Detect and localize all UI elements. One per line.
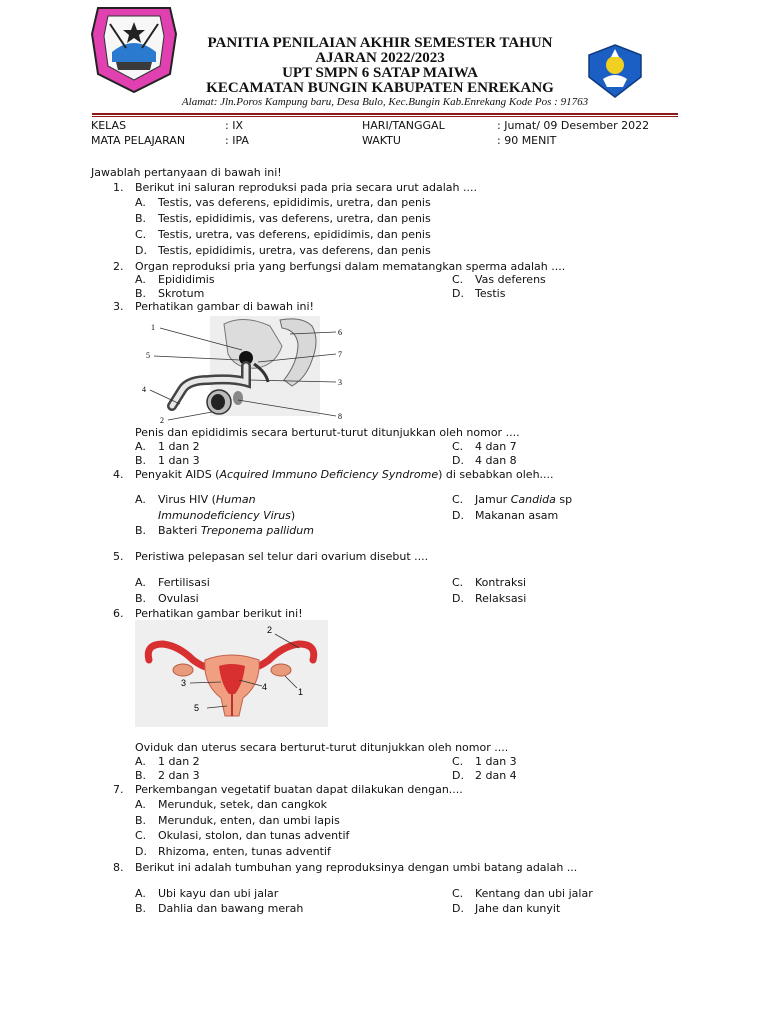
q2-b-letter: B. bbox=[135, 287, 147, 300]
fig1-label-2: 2 bbox=[160, 416, 164, 424]
q1-d-letter: D. bbox=[135, 244, 147, 257]
q6-option-c: 1 dan 3 bbox=[475, 755, 517, 768]
q5-number: 5. bbox=[113, 550, 124, 563]
header-line-2: AJARAN 2022/2023 bbox=[315, 50, 445, 66]
q4-a-letter: A. bbox=[135, 493, 146, 506]
header-line-1: PANITIA PENILAIAN AKHIR SEMESTER TAHUN bbox=[207, 35, 553, 51]
q4-number: 4. bbox=[113, 468, 124, 481]
fig1-label-4: 4 bbox=[142, 385, 146, 394]
q7-option-a: Merunduk, setek, dan cangkok bbox=[158, 798, 327, 811]
fig1-label-3: 3 bbox=[338, 378, 342, 387]
q8-option-a: Ubi kayu dan ubi jalar bbox=[158, 887, 279, 900]
q8-option-d: Jahe dan kunyit bbox=[475, 902, 561, 915]
q7-option-b: Merunduk, enten, dan umbi lapis bbox=[158, 814, 340, 827]
q8-b-letter: B. bbox=[135, 902, 147, 915]
q4-option-c: Jamur Candida sp bbox=[475, 493, 573, 506]
q6-d-letter: D. bbox=[452, 769, 464, 782]
q7-d-letter: D. bbox=[135, 845, 147, 858]
header-rule bbox=[92, 113, 678, 115]
q5-d-letter: D. bbox=[452, 592, 464, 605]
fig2-label-4: 4 bbox=[262, 682, 268, 692]
q2-a-letter: A. bbox=[135, 273, 146, 286]
q8-option-c: Kentang dan ubi jalar bbox=[475, 887, 593, 900]
q6-b-letter: B. bbox=[135, 769, 147, 782]
q7-a-letter: A. bbox=[135, 798, 146, 811]
fig2-label-2: 2 bbox=[267, 625, 273, 635]
fig1-label-7: 7 bbox=[338, 350, 342, 359]
q1-c-letter: C. bbox=[135, 228, 147, 241]
q1-option-d: Testis, epididimis, uretra, vas deferens, dan penis bbox=[158, 244, 431, 257]
q6-stem: Oviduk dan uterus secara berturut-turut ditunjukkan oleh nomor .... bbox=[135, 741, 509, 754]
hari-value: : Jumat/ 09 Desember 2022 bbox=[497, 119, 650, 132]
q5-option-c: Kontraksi bbox=[475, 576, 527, 589]
q8-number: 8. bbox=[113, 861, 124, 874]
q1-option-c: Testis, uretra, vas deferens, epididimis, dan penis bbox=[158, 228, 431, 241]
waktu-value: : 90 MENIT bbox=[497, 134, 557, 147]
fig1-label-6: 6 bbox=[338, 328, 342, 337]
q6-option-b: 2 dan 3 bbox=[158, 769, 200, 782]
school-address: Alamat: Jln.Poros Kampung baru, Desa Bulo, Kec.Bungin Kab.Enrekang Kode Pos : 91763 bbox=[181, 96, 589, 108]
q3-number: 3. bbox=[113, 300, 124, 313]
q2-c-letter: C. bbox=[452, 273, 464, 286]
q6-a-letter: A. bbox=[135, 755, 146, 768]
q5-option-a: Fertilisasi bbox=[158, 576, 210, 589]
q6-text: Perhatikan gambar berikut ini! bbox=[135, 607, 303, 620]
q5-option-d: Relaksasi bbox=[475, 592, 527, 605]
header-line-4: KECAMATAN BUNGIN KABUPATEN ENREKANG bbox=[206, 80, 554, 96]
q1-option-b: Testis, epididimis, vas deferens, uretra, dan penis bbox=[158, 212, 431, 225]
q3-option-d: 4 dan 8 bbox=[475, 454, 517, 467]
q6-option-d: 2 dan 4 bbox=[475, 769, 517, 782]
header-line-3: UPT SMPN 6 SATAP MAIWA bbox=[282, 65, 478, 81]
q1-text: Berikut ini saluran reproduksi pada pria secara urut adalah .... bbox=[135, 181, 477, 194]
q8-d-letter: D. bbox=[452, 902, 464, 915]
q7-option-d: Rhizoma, enten, tunas adventif bbox=[158, 845, 331, 858]
q5-c-letter: C. bbox=[452, 576, 464, 589]
mapel-label: MATA PELAJARAN bbox=[91, 134, 186, 147]
q8-text: Berikut ini adalah tumbuhan yang reproduksinya dengan umbi batang adalah ... bbox=[135, 861, 578, 874]
fig1-label-8: 8 bbox=[338, 412, 342, 421]
q5-text: Peristiwa pelepasan sel telur dari ovarium disebut .... bbox=[135, 550, 429, 563]
q3-d-letter: D. bbox=[452, 454, 464, 467]
fig1-label-5: 5 bbox=[146, 351, 150, 360]
q7-b-letter: B. bbox=[135, 814, 147, 827]
q7-text: Perkembangan vegetatif buatan dapat dilakukan dengan.... bbox=[135, 783, 463, 796]
male-reproductive-figure bbox=[142, 316, 357, 424]
q4-option-a-line2: Immunodeficiency Virus) bbox=[158, 509, 296, 522]
q3-option-c: 4 dan 7 bbox=[475, 440, 517, 453]
q8-option-b: Dahlia dan bawang merah bbox=[158, 902, 304, 915]
q2-option-a: Epididimis bbox=[158, 273, 215, 286]
q4-c-letter: C. bbox=[452, 493, 464, 506]
female-reproductive-figure bbox=[135, 620, 328, 727]
q3-text: Perhatikan gambar di bawah ini! bbox=[135, 300, 314, 313]
q3-c-letter: C. bbox=[452, 440, 464, 453]
fig2-label-1: 1 bbox=[298, 687, 304, 697]
q4-d-letter: D. bbox=[452, 509, 464, 522]
q4-option-a-line1: Virus HIV (Human bbox=[158, 493, 256, 506]
instruction: Jawablah pertanyaan di bawah ini! bbox=[91, 166, 282, 179]
q3-option-b: 1 dan 3 bbox=[158, 454, 200, 467]
fig1-label-1: 1 bbox=[151, 323, 155, 332]
q3-option-a: 1 dan 2 bbox=[158, 440, 200, 453]
q7-option-c: Okulasi, stolon, dan tunas adventif bbox=[158, 829, 350, 842]
q6-number: 6. bbox=[113, 607, 124, 620]
q7-c-letter: C. bbox=[135, 829, 147, 842]
q7-number: 7. bbox=[113, 783, 124, 796]
kelas-label: KELAS bbox=[91, 119, 127, 132]
q6-c-letter: C. bbox=[452, 755, 464, 768]
waktu-label: WAKTU bbox=[362, 134, 401, 147]
q1-option-a: Testis, vas deferens, epididimis, uretra, dan penis bbox=[158, 196, 431, 209]
q3-a-letter: A. bbox=[135, 440, 146, 453]
mapel-value: : IPA bbox=[225, 134, 249, 147]
q3-stem: Penis dan epididimis secara berturut-turut ditunjukkan oleh nomor .... bbox=[135, 426, 520, 439]
q1-number: 1. bbox=[113, 181, 124, 194]
q2-d-letter: D. bbox=[452, 287, 464, 300]
q4-option-b: Bakteri Treponema pallidum bbox=[158, 524, 314, 537]
fig2-label-3: 3 bbox=[181, 678, 187, 688]
q2-option-d: Testis bbox=[475, 287, 506, 300]
fig2-label-5: 5 bbox=[194, 703, 200, 713]
q5-option-b: Ovulasi bbox=[158, 592, 199, 605]
header-rule-thin bbox=[92, 116, 678, 117]
q2-option-c: Vas deferens bbox=[475, 273, 546, 286]
q2-option-b: Skrotum bbox=[158, 287, 205, 300]
q4-b-letter: B. bbox=[135, 524, 147, 537]
q6-option-a: 1 dan 2 bbox=[158, 755, 200, 768]
kelas-value: : IX bbox=[225, 119, 243, 132]
q4-option-d: Makanan asam bbox=[475, 509, 559, 522]
q2-number: 2. bbox=[113, 260, 124, 273]
hari-label: HARI/TANGGAL bbox=[362, 119, 445, 132]
q4-text: Penyakit AIDS (Acquired Immuno Deficiency Syndrome) di sebabkan oleh.... bbox=[135, 468, 554, 481]
q8-a-letter: A. bbox=[135, 887, 146, 900]
q1-b-letter: B. bbox=[135, 212, 147, 225]
q8-c-letter: C. bbox=[452, 887, 464, 900]
q2-text: Organ reproduksi pria yang berfungsi dalam mematangkan sperma adalah .... bbox=[135, 260, 566, 273]
q5-b-letter: B. bbox=[135, 592, 147, 605]
q1-a-letter: A. bbox=[135, 196, 146, 209]
q5-a-letter: A. bbox=[135, 576, 146, 589]
q3-b-letter: B. bbox=[135, 454, 147, 467]
